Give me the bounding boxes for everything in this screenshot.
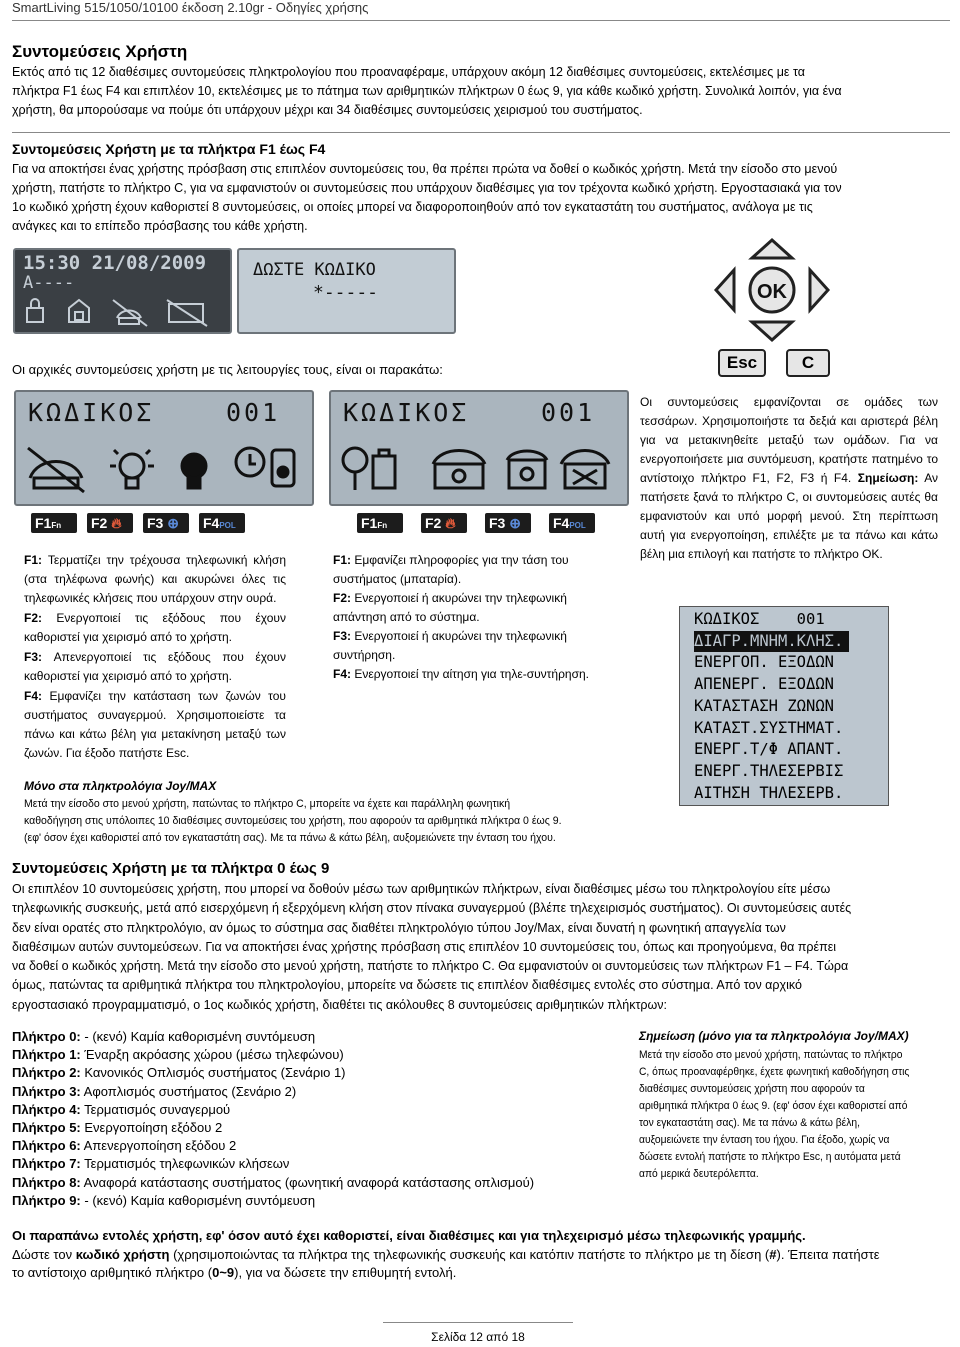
menu-header: ΚΩΔΙΚΟΣ 001 [694,610,825,628]
section3-line: τηλεφωνικής συσκευής, μετά από εισερχόμενη ή εξερχόμενη κλήση στον πίνακα συναγερμού (βλέπε τηλεχειρισμός συστήματος). Οι συντομεύσεις αυτές [12,901,852,916]
joy-note2-line: διαθέσιμες συντομεύσεις χρήστη που αφορούν τα [639,1083,865,1095]
medical-icon: ⊕ [509,515,521,531]
ok-label: OK [757,281,787,303]
lcd-code-number: 001 [541,398,596,427]
lcd-shortcut-group-2 [329,390,629,506]
section3-text [12,880,950,1015]
menu-item-selected[interactable]: ΔΙΑΓΡ.ΜΝΗΜ.ΚΛΗΣ. [694,631,849,653]
joy-note2-line: τον εγκαταστάτη σας). Με τα πάνω & κάτω βέλη, [639,1117,860,1129]
section2-line: ανάγκες και το επίπεδο πρόσβασης του κάθε χρήστη. [12,219,308,233]
lock-house-icon [27,299,43,322]
phone-hangup-icon [28,448,84,492]
desc-item: F2: Ενεργοποιεί ή ακυρώνει την τηλεφωνική απάντηση από το σύστημα. [333,591,567,624]
number-keys-list [12,1028,612,1210]
section2-text [12,160,950,236]
lcd-code-number: 001 [226,398,281,427]
key-item: Πλήκτρο 5: Ενεργοποίηση εξόδου 2 [12,1120,223,1136]
desc-item: F1: Τερματίζει την τρέχουσα τηλεφωνική κλήση (στα τηλέφωνα φωνής) και ακυρώνει όλες τις τηλεφωνικές κλήσεις που υπάρχουν στην ουρά. [24,553,286,605]
intro-text: Οι αρχικές συντομεύσεις χρήστη με τις λειτουργίες τους, είναι οι παρακάτω: [12,362,443,377]
section1-text [12,63,950,120]
lcd-shortcut-group-1 [14,390,314,506]
lcd-code-entry: *----- [313,282,379,303]
section-title-number-keys: Συντομεύσεις Χρήστη με τα πλήκτρα 0 έως 9 [12,860,330,877]
section3-line: εργοστασιακό προγραμματισμό, ο 1ος κωδικός χρήστη, διαθέτει τις ακόλουθες 8 συντομεύσεις αριθμητικών πλήκτρων: [12,997,667,1012]
header-divider [12,20,950,21]
note-text: Αν πατήσετε ξανά το πλήκτρο C, οι συντομεύσεις αυτές θα εμφανιστούν και υπό μορφή μενού. Στη περίπτωση αυτή για ενεργοποίηση, επιλέξτε με τα πάνω και κάτω βέλη μια επιλογή και πατήστε το πλήκτρο ΟΚ. [640,471,939,561]
key-item: Πλήκτρο 3: Αφοπλισμός συστήματος (Σενάριο 2) [12,1083,297,1099]
key-item: Πλήκτρο 6: Απενεργοποίηση εξόδου 2 [12,1138,237,1154]
menu-item[interactable]: ΕΝΕΡΓ.ΤΗΛΕΣΕΡΒΙΣ [694,761,844,780]
fkeys-row-1 [31,513,255,533]
desc-item: F4: Εμφανίζει την κατάσταση των ζωνών του συστήματος συναγερμού. Χρησιμοποιείστε τα πάνω και κάτω βέλη για μετακίνηση μεταξύ των ζωνών. Για έξοδο πατήστε Esc. [24,689,286,760]
shortcut-icons-2 [337,442,621,496]
joy-note-line: (εφ' όσον έχει καθοριστεί από τον εγκαταστάτη σας). Με τα πάνω & κάτω βέλη, αυξομειώνετε την ένταση του ήχου. [24,832,556,844]
document-header: SmartLiving 515/1050/10100 έκδοση 2.10gr - Οδηγίες χρήσης [12,0,369,15]
lcd-status-display [13,248,232,334]
key-item: Πλήκτρο 7: Τερματισμός τηλεφωνικών κλήσεων [12,1156,290,1172]
section3-line: όμως, πατώντας τα αριθμητικά πλήκτρα του πληκτρολογίου, μπορείτε να δώσετε τις επιπλέον διαθέσιμες εντολές στο σύστημα. Από τον αρχικό [12,978,802,993]
joy-note-text [24,796,588,847]
arrow-up-icon [752,240,792,258]
status-icons [21,296,221,328]
menu-item[interactable]: ΑΙΤΗΣΗ ΤΗΛΕΣΕΡΒ. [694,783,844,802]
f3-key: F3 ⊕ [143,513,189,533]
section-divider [12,132,950,133]
phone-disabled-icon [113,300,147,326]
phone-answer-icon [433,451,485,489]
desc-item: F4: Ενεργοποιεί την αίτηση για τηλε-συντήρηση. [333,667,589,681]
section1-line: χρήστη, θα μπορούσαμε να πούμε ότι υπάρχουν μέχρι και 34 διαθέσιμες συντομεύσεις χειρισμού του συστήματος. [12,103,643,117]
fire-icon: 🔥︎ [111,515,122,531]
arrow-right-icon [810,270,828,310]
section1-line: Εκτός από τις 12 διαθέσιμες συντομεύσεις πληκτρολογίου που προαναφέραμε, υπάρχουν ακόμη 12 διαθέσιμες συντομεύσεις, εκτελέσιμες με τα [12,65,805,79]
menu-item[interactable]: ΚΑΤΑΣΤ.ΣΥΣΤΗΜΑΤ. [694,718,844,737]
fire-icon: 🔥︎ [445,515,456,531]
right-note-text: Οι συντομεύσεις εμφανίζονται σε ομάδες των τεσσάρων. Χρησιμοποιήστε τα δεξιά και αριστερά βέλη για να μετακινηθείτε μεταξύ των ομάδων. Για να ενεργοποιήσετε μια συντόμευση, κρατήστε πατημένο το αντίστοιχο πλήκτρο F1, F2, F3 ή F4. [640,395,938,485]
final-line-3: το αντίστοιχο αριθμητικό πλήκτρο (0~9), για να δώσετε την επιθυμητή εντολή. [12,1265,457,1280]
lcd-shortcut-menu [679,606,889,806]
lcd-enter-code [237,248,456,334]
medical-icon: ⊕ [167,515,179,531]
page-number: Σελίδα 12 από 18 [431,1330,525,1344]
desc-item: F3: Ενεργοποιεί ή ακυρώνει την τηλεφωνική συντήρηση. [333,629,567,662]
desc-item: F3: Απενεργοποιεί τις εξόδους που έχουν καθοριστεί για χειρισμό από το χρήστη. [24,650,286,683]
key-item: Πλήκτρο 9: - (κενό) Καμία καθορισμένη συντόμευση [12,1192,316,1208]
menu-item[interactable]: ΚΑΤΑΣΤΑΣΗ ΖΩΝΩΝ [694,696,834,715]
key-item: Πλήκτρο 0: - (κενό) Καμία καθορισμένη συντόμευση [12,1029,316,1044]
lcd-code-label: ΚΩΔΙΚΟΣ [343,398,470,427]
light-on-icon [110,450,154,488]
lcd-enter-code-label: ΔΩΣΤΕ ΚΩΔΙΚΟ [253,260,376,280]
key-item: Πλήκτρο 8: Αναφορά κατάστασης συστήματος (φωνητική αναφορά κατάστασης οπλισμού) [12,1174,535,1190]
battery-info-icon [343,448,395,490]
joy-note2-title: Σημείωση (μόνο για τα πληκτρολόγια Joy/MAX) [639,1029,909,1043]
zone-status-icon [236,448,294,486]
joy-note-line: καθοδήγηση στις υπόλοιπες 10 διαθέσιμες συντομεύσεις του χρήστη, που αφορούν τα αριθμητικά πλήκτρα 0 έως 9. [24,815,562,827]
key-item: Πλήκτρο 1: Έναρξη ακρόασης χώρου (μέσω τηλεφώνου) [12,1047,344,1063]
f4-key: F4POL [199,513,245,533]
arrow-down-icon [752,322,792,340]
section2-line: χρήστη, πατήστε το πλήκτρο C, για να εμφανιστούν οι συντομεύσεις που υπάρχουν διαθέσιμες για τον τρέχοντα κωδικό χρήστη. Εργοστασιακά για τον [12,181,842,195]
f1-key: F1Fn [31,513,77,533]
f2-key: F2 🔥︎ [87,513,133,533]
phone-service-icon [507,451,547,488]
desc-item: F1: Εμφανίζει πληροφορίες για την τάση του συστήματος (μπαταρία). [333,553,569,586]
joy-note2-line: δώσετε εντολή πατήστε το πλήκτρο Esc, η αυτόματα μετά [639,1151,901,1163]
light-off-icon [182,454,206,488]
section3-line: δεν είναι ορατές στο πληκτρολόγιο, αν όμως το σύστημα σας διαθέτει πληκτρολόγιο τύπου Joy/Max, είναι δυνατή η φωνητική απαγγελία των [12,920,786,935]
section3-line: να δοθεί ο κωδικός χρήστη. Μετά την είσοδο στο μενού χρήστη, πατήστε το πλήκτρο C. Θα εμφανιστούν οι συντομεύσεις των πλήκτρων F1 – F4. Τώρα [12,959,849,974]
lcd-code-label: ΚΩΔΙΚΟΣ [28,398,155,427]
section3-line: Οι επιπλέον 10 συντομεύσεις χρήστη, που μπορεί να δοθούν μέσω των αριθμητικών πλήκτρων, είναι διαθέσιμες μέσω του πληκτρολογίου είτε μέσω [12,882,831,896]
joy-note-line: Μετά την είσοδο στο μενού χρήστη, πατώντας το πλήκτρο C, μπορείτε να έχετε και παράλληλη φωνητική [24,798,511,810]
f4-key: F4POL [549,513,595,533]
section-title-f-keys: Συντομεύσεις Χρήστη με τα πλήκτρα F1 έως F4 [12,141,326,157]
lcd-partition-status: A---- [23,273,75,293]
battery-disabled-icon [167,300,207,326]
f2-key: F2 🔥︎ [421,513,467,533]
final-paragraph [12,1227,950,1283]
joy-note-title: Μόνο στα πληκτρολόγια Joy/MAX [24,779,217,793]
desc-item: F2: Ενεργοποιεί τις εξόδους που έχουν καθοριστεί για χειρισμό από το χρήστη. [24,611,286,644]
footer-divider [383,1322,573,1323]
joy-note2-line: C, όπως προαναφέρθηκε, έχετε φωνητική καθοδήγηση στις [639,1066,910,1078]
f3-key: F3 ⊕ [485,513,531,533]
note-label: Σημείωση: [857,471,919,485]
menu-item[interactable]: ΑΠΕΝΕΡΓ. ΕΞΟΔΩΝ [694,675,834,694]
right-note [640,393,938,564]
joy-note2-line: αριθμητικά πλήκτρα 0 έως 9. (εφ' όσον έχει καθοριστεί από [639,1100,908,1112]
final-bold-line: Οι παραπάνω εντολές χρήστη, εφ' όσον αυτό έχει καθοριστεί, είναι διαθέσιμες και για τηλεχειρισμό μέσω τηλεφωνικής γραμμής. [12,1228,806,1243]
menu-item[interactable]: ΕΝΕΡΓ.Τ/Φ ΑΠΑΝΤ. [694,740,844,759]
menu-item[interactable]: ΕΝΕΡΓΟΠ. ΕΞΟΔΩΝ [694,653,834,672]
group2-descriptions [333,551,597,684]
joy-note2-line: από μερικά δευτερόλεπτα. [639,1168,759,1180]
fkeys-row-2 [357,513,605,533]
arrow-left-icon [716,270,734,310]
lock-house-icon [69,300,89,322]
joy-note2-text [639,1047,933,1183]
joy-note2-line: Μετά την είσοδο στο μενού χρήστη, πατώντας το πλήκτρο [639,1049,903,1061]
joy-note2-line: αυξομειώνετε την ένταση του ήχου. Για έξοδο, χωρίς να [639,1134,890,1146]
section2-line: 1ο κωδικό χρήστη έχουν καθοριστεί 8 συντομεύσεις, οι οποίες μπορεί να διαφοροποιηθούν από τον εγκαταστάτη του συστήματος, ανάλογα με τις [12,200,813,214]
section2-line: Για να αποκτήσει ένας χρήστης πρόσβαση στις επιπλέον συντομεύσεις του, θα πρέπει πρώτα να δοθεί ο κωδικός χρήστη. Μετά την είσοδο στο μενού [12,162,838,176]
section3-line: διαθέσιμων αυτών συντομεύσεων. Για να αποκτήσει ένας χρήστης πρόσβαση στις επιπλέον 10 συντομεύσεις του, όπως και προηγούμενα, θα πρέπει [12,939,837,954]
f1-key: F1Fn [357,513,403,533]
keypad-navigation [712,236,832,346]
section-title-user-shortcuts: Συντομεύσεις Χρήστη [12,42,188,61]
final-line-2: Δώστε τον κωδικό χρήστη (χρησιμοποιώντας τα πλήκτρα της τηλεφωνικής συσκευής και κατόπιν πατήστε το πλήκτρο με τη δίεση (#). Έπειτα πατήστε [12,1246,880,1262]
key-item: Πλήκτρο 2: Κανονικός Οπλισμός συστήματος (Σενάριο 1) [12,1065,346,1081]
c-key: C [786,349,830,377]
key-item: Πλήκτρο 4: Τερματισμός συναγερμού [12,1101,231,1117]
remote-service-icon [561,451,609,489]
section1-line: πλήκτρα F1 έως F4 και επιπλέον 10, εκτελέσιμες με το πάτημα των αριθμητικών πλήκτρων 0 έως 9, για κάθε κωδικό χρήστη. Συνολικά λοιπόν, για ένα [12,84,842,98]
group1-descriptions [24,551,286,763]
lcd-datetime: 15:30 21/08/2009 [23,252,207,274]
esc-key: Esc [718,349,766,377]
shortcut-icons-1 [22,442,306,496]
